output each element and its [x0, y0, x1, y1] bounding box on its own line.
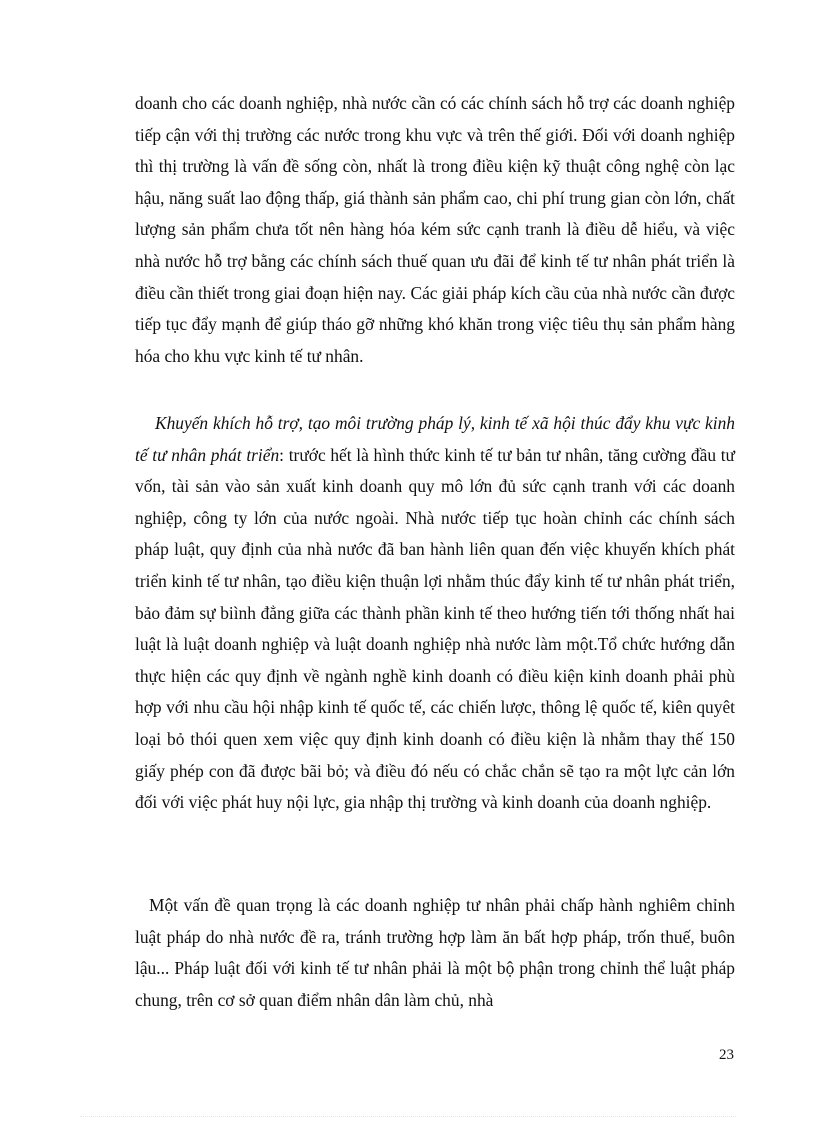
paragraph-1: doanh cho các doanh nghiệp, nhà nước cần có các chính sách hỗ trợ các doanh nghiệp tiếp cận với thị trường các nước trong khu vực và trên thế giới. Đối với doanh nghiệp thì thị trường là vấn đề sống còn, nhất là trong điều kiện kỹ thuật công nghệ còn lạc hậu, năng suất lao động thấp, giá thành sản phẩm cao, chi phí trung gian còn lớn, chất lượng sản phẩm chưa tốt nên hàng hóa kém sức cạnh tranh là điều dễ hiểu, và việc nhà nước hỗ trợ bằng các chính sách thuế quan ưu đãi để kinh tế tư nhân phát triển là điều cần thiết trong giai đoạn hiện nay. Các giải pháp kích cầu của nhà nước cần được tiếp tục đẩy mạnh để giúp tháo gỡ những khó khăn trong việc tiêu thụ sản phẩm hàng hóa cho khu vực kinh tế tư nhân.	[135, 93, 735, 366]
paragraph-2	[135, 408, 735, 819]
page-number: 23	[719, 1047, 734, 1063]
page-bottom-divider	[80, 1116, 736, 1117]
paragraph-2-body: : trước hết là hình thức kinh tế tư bản tư nhân, tăng cường đầu tư vốn, tài sản vào sản xuất kinh doanh quy mô lớn đủ sức cạnh tranh với các doanh nghiệp, công ty lớn của nước ngoài. Nhà nước tiếp tục hoàn chỉnh các chính sách pháp luật, quy định của nhà nước đã ban hành liên quan đến việc khuyến khích phát triển kinh tế tư nhân, tạo điều kiện thuận lợi nhằm thúc đẩy kinh tế tư nhân phát triển, bảo đảm sự biình đẳng giữa các thành phần kinh tế theo hướng tiến tới thống nhất hai luật là luật doanh nghiệp và luật doanh nghiệp nhà nước làm một.Tổ chức hướng dẫn thực hiện các quy định về ngành nghề kinh doanh có điều kiện kinh doanh phải phù hợp với nhu cầu hội nhập kinh tế quốc tế, các chiến lược, thông lệ quốc tế, kiên quyêt loại bỏ thói quen xem việc quy định kinh doanh có điều kiện là nhằm thay thế 150 giấy phép con đã được bãi bỏ; và điều đó nếu có chắc chắn sẽ tạo ra một lực cản lớn đối với việc phát huy nội lực, gia nhập thị trường và kinh doanh của doanh nghiệp.	[135, 444, 735, 813]
paragraph-3: Một vấn đề quan trọng là các doanh nghiệp tư nhân phải chấp hành nghiêm chỉnh luật pháp do nhà nước đề ra, tránh trường hợp làm ăn bất hợp pháp, trốn thuế, buôn lậu... Pháp luật đối với kinh tế tư nhân phải là một bộ phận trong chỉnh thể luật pháp chung, trên cơ sở quan điểm nhân dân làm chủ, nhà	[135, 895, 735, 1010]
paragraph-2-heading: Khuyến khích hỗ trợ, tạo môi trường pháp lý, kinh tế xã hội thúc đẩy khu vực kinh tế tư nhân phát triển	[135, 413, 735, 465]
